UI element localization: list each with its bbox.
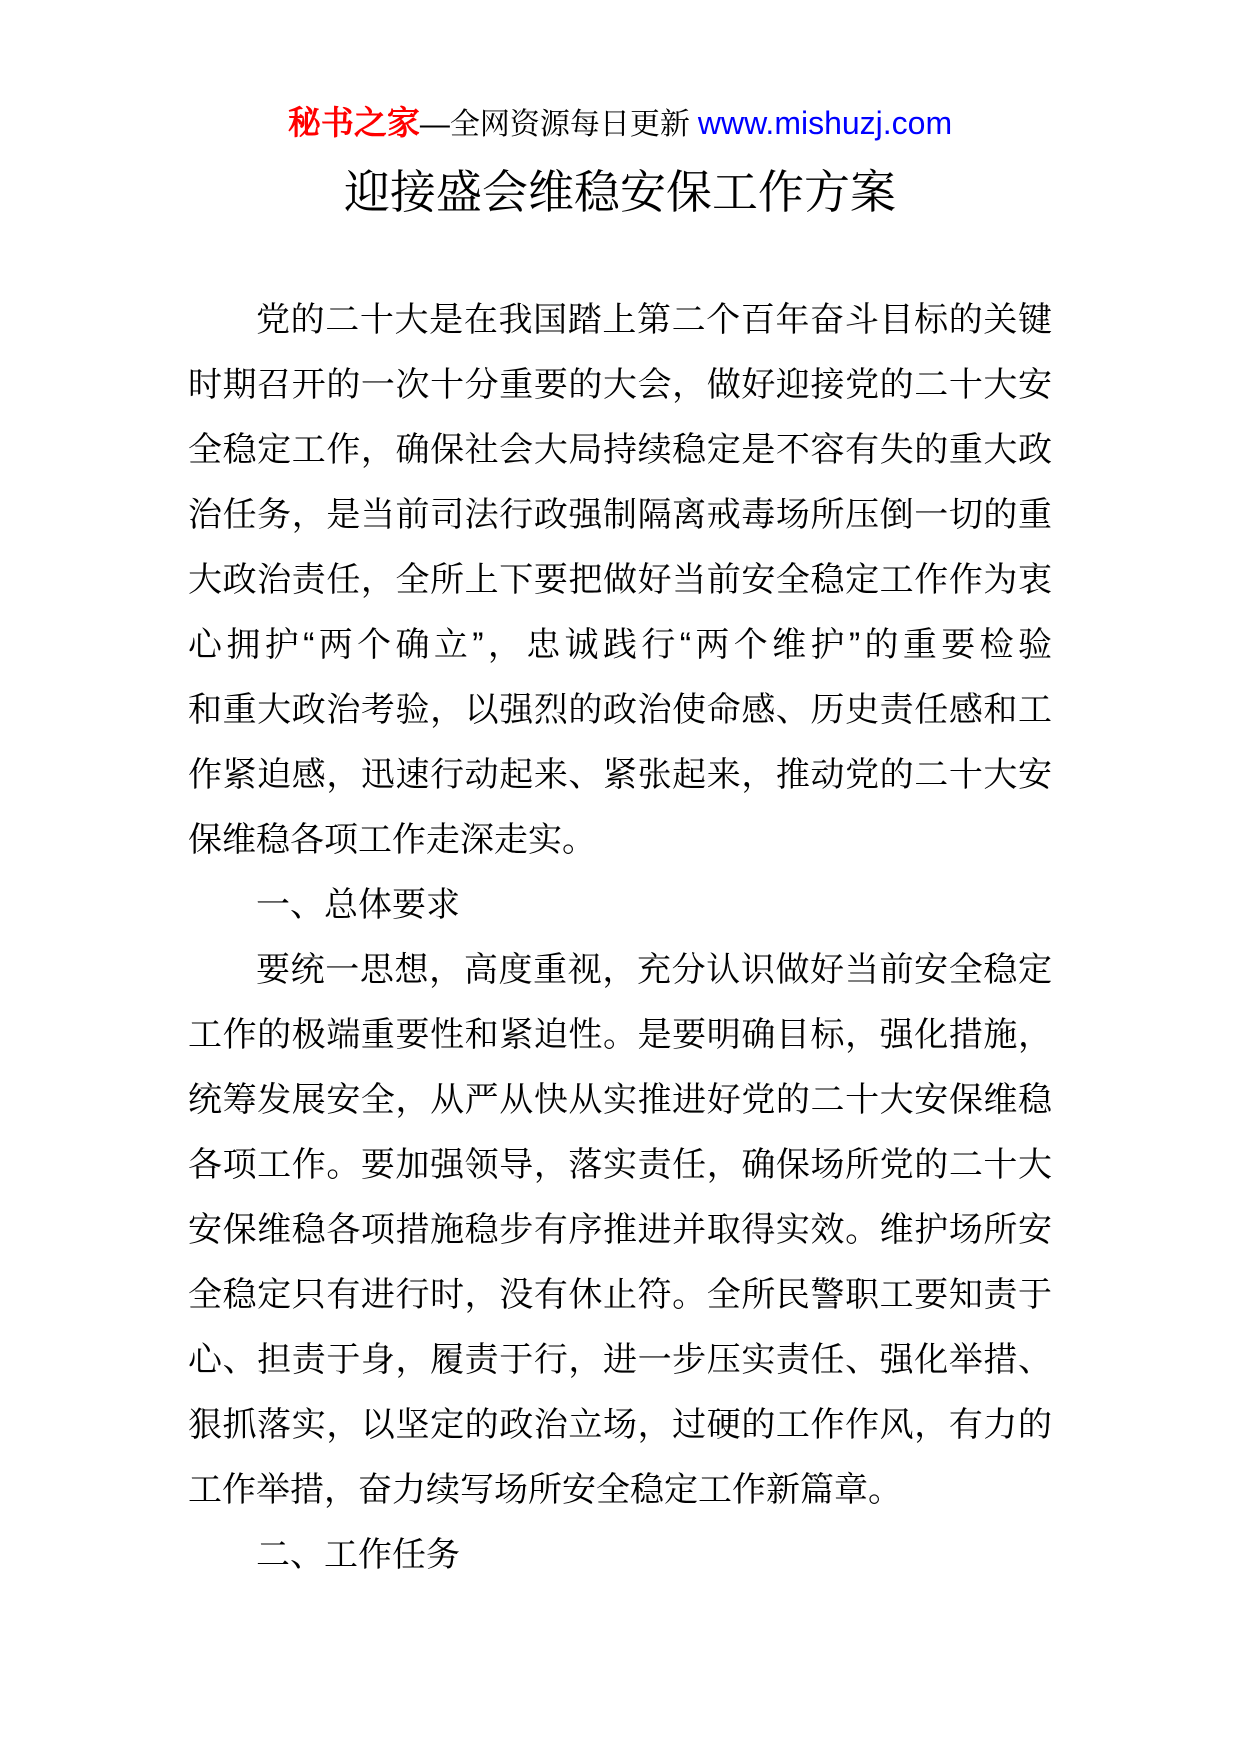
- paragraph-line: 作紧迫感，迅速行动起来、紧张起来，推动党的二十大安: [188, 756, 1052, 794]
- document-title: 迎接盛会维稳安保工作方案: [344, 166, 896, 218]
- paragraph-line: 心、担责于身，履责于行，进一步压实责任、强化举措、: [188, 1341, 1052, 1379]
- paragraph-line: 保维稳各项工作走深走实。: [188, 821, 596, 859]
- paragraph-line: 狠抓落实，以坚定的政治立场，过硬的工作作风，有力的: [188, 1406, 1052, 1444]
- section-heading: 二、工作任务: [256, 1536, 460, 1574]
- paragraph-line: 工作的极端重要性和紧迫性。是要明确目标，强化措施，: [188, 1016, 1052, 1054]
- site-watermark-header: [0, 103, 1240, 143]
- site-brand: 秘书之家: [287, 104, 420, 141]
- intro-paragraph: [188, 288, 1052, 873]
- paragraph-line: 时期召开的一次十分重要的大会，做好迎接党的二十大安: [188, 366, 1052, 404]
- paragraph-line: 各项工作。要加强领导，落实责任，确保场所党的二十大: [188, 1146, 1052, 1184]
- paragraph-line: 治任务，是当前司法行政强制隔离戒毒场所压倒一切的重: [188, 496, 1052, 534]
- section-paragraph: [188, 938, 1052, 1523]
- paragraph-line: 大政治责任，全所上下要把做好当前安全稳定工作作为衷: [188, 561, 1052, 599]
- document-body: [188, 288, 1052, 1588]
- paragraph-line: 工作举措，奋力续写场所安全稳定工作新篇章。: [188, 1471, 902, 1509]
- paragraph-line: 心拥护“两个确立”，忠诚践行“两个维护”的重要检验: [188, 626, 1052, 664]
- paragraph-line: 全稳定只有进行时，没有休止符。全所民警职工要知责于: [188, 1276, 1052, 1314]
- section-heading: 一、总体要求: [256, 886, 460, 924]
- paragraph-line: 要统一思想，高度重视，充分认识做好当前安全稳定: [256, 951, 1052, 989]
- paragraph-line: 统筹发展安全，从严从快从实推进好党的二十大安保维稳: [188, 1081, 1052, 1119]
- paragraph-line: 和重大政治考验，以强烈的政治使命感、历史责任感和工: [188, 691, 1052, 729]
- site-url: www.mishuzj.com: [697, 105, 953, 141]
- paragraph-line: 党的二十大是在我国踏上第二个百年奋斗目标的关键: [256, 301, 1052, 339]
- site-tagline: —全网资源每日更新: [419, 108, 690, 141]
- paragraph-line: 安保维稳各项措施稳步有序推进并取得实效。维护场所安: [188, 1211, 1052, 1249]
- paragraph-line: 全稳定工作，确保社会大局持续稳定是不容有失的重大政: [188, 431, 1052, 469]
